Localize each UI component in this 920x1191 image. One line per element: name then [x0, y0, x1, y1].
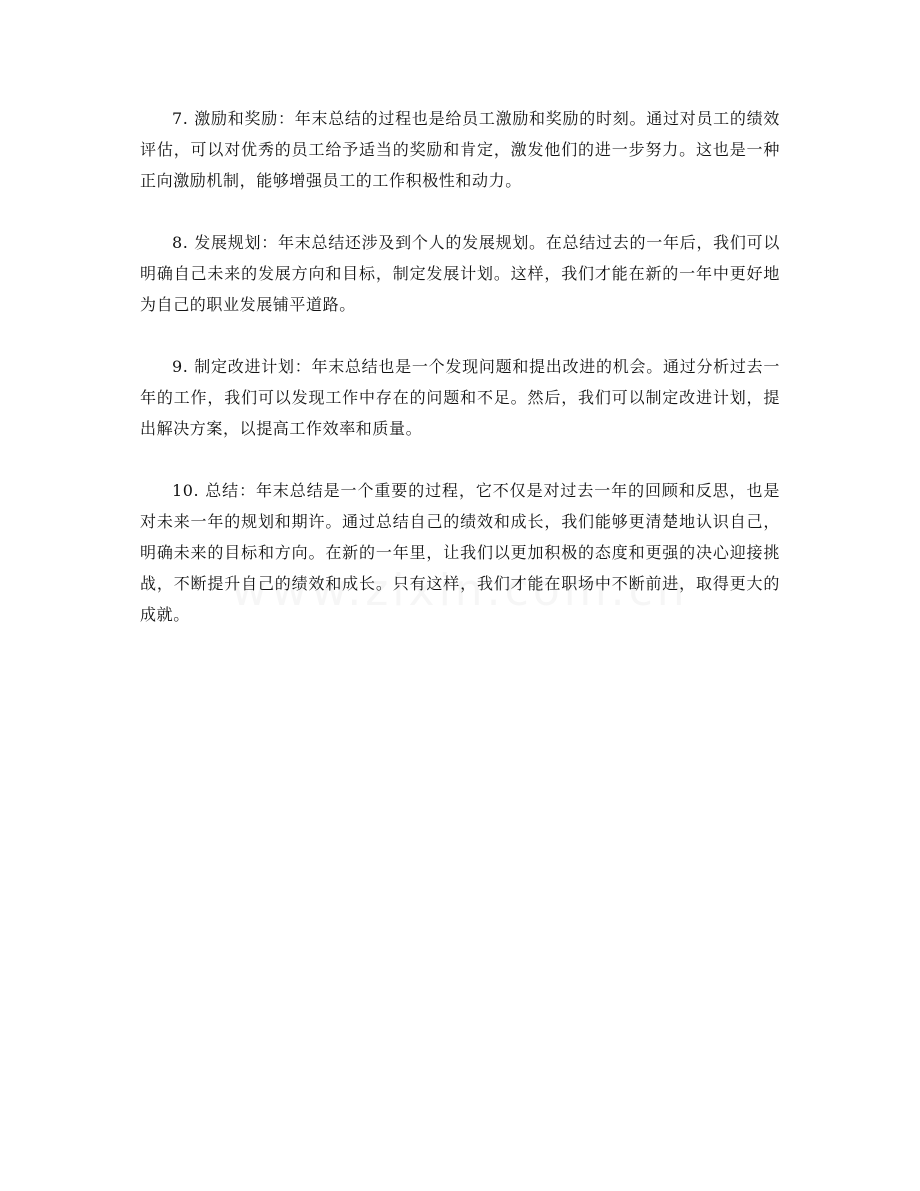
paragraph-summary: 10. 总结：年末总结是一个重要的过程，它不仅是对过去一年的回顾和反思，也是对未来一年的规划和期许。通过总结自己的绩效和成长，我们能够更清楚地认识自己，明确未来的目标和方向。在新的一年里，让我们以更加积极的态度和更强的决心迎接挑战，不断提升自己的绩效和成长。只有这样，我们才能在职场中不断前进，取得更大的成就。 — [140, 481, 780, 624]
paragraph-improvement-plan: 9. 制定改进计划：年末总结也是一个发现问题和提出改进的机会。通过分析过去一年的工作，我们可以发现工作中存在的问题和不足。然后，我们可以制定改进计划，提出解决方案，以提高工作效率和质量。 — [140, 357, 780, 438]
paragraph-development-planning: 8. 发展规划：年末总结还涉及到个人的发展规划。在总结过去的一年后，我们可以明确自己未来的发展方向和目标，制定发展计划。这样，我们才能在新的一年中更好地为自己的职业发展铺平道路。 — [140, 233, 780, 314]
watermark — [0, 565, 920, 616]
paragraph-incentives: 7. 激励和奖励：年末总结的过程也是给员工激励和奖励的时刻。通过对员工的绩效评估，可以对优秀的员工给予适当的奖励和肯定，激发他们的进一步努力。这也是一种正向激励机制，能够增强员工的工作积极性和动力。 — [140, 109, 780, 190]
